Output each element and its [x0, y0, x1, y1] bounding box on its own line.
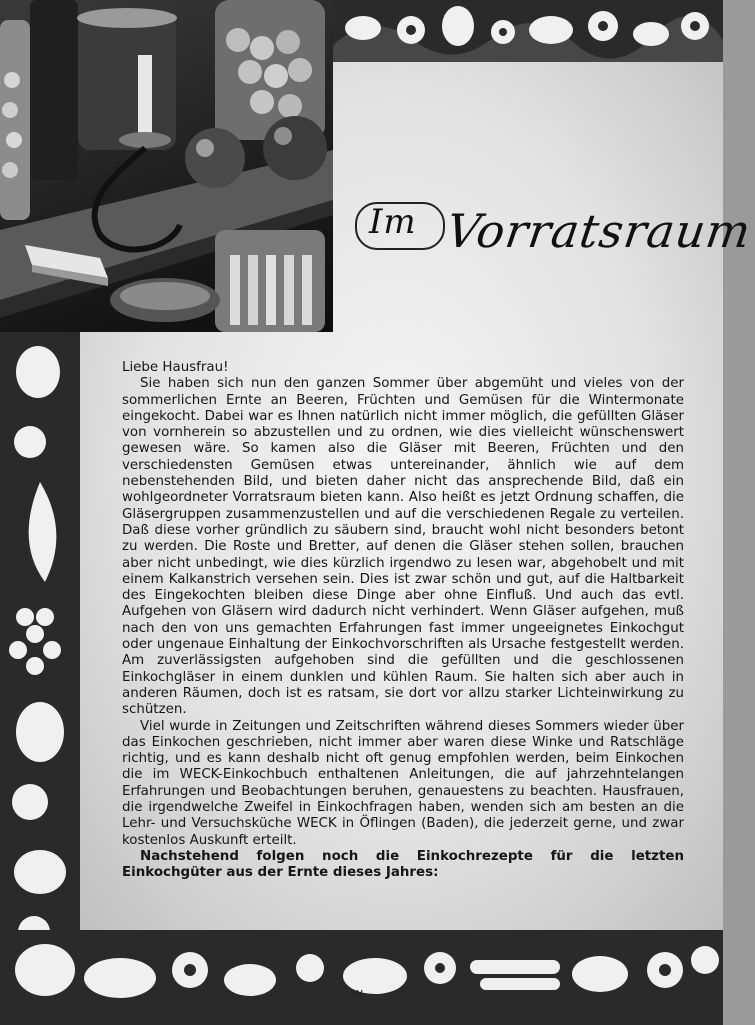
fruit-border-ornament-icon	[0, 930, 723, 1025]
heading-title: Vorratsraum	[443, 204, 755, 258]
footer-mark: W	[352, 988, 363, 1001]
letter-salutation: Liebe Hausfrau!	[122, 360, 229, 375]
fruit-border-bottom	[0, 930, 723, 1025]
letter-paragraph: Sie haben sich nun den ganzen Sommer über abgemüht und vieles von der sommerlichen Ernte an Beeren, Früchten und Gemüsen für die Wintermonate eingekocht. Dabei war es Ihnen natürlich nicht immer möglich, die gefüllten Gläser von vornherein so abzustellen und zu ordnen, wie dies vielleicht wünschenswert gewesen wäre. So kamen also die Gläser mit Beeren, Früchten und den verschiedensten Gemüsen etwas untereinander, ähnlich wie auf dem nebenstehenden Bild, und bieten daher nicht das ansprechende Bild, daß ein wohlgeordneter Vorratsraum bieten kann. Also heißt es jetzt Ordnung schaffen, die Gläsergruppen zusammenzustellen und auf die verschiedenen Regale zu verteilen. Daß diese vorher gründlich zu säubern sind, braucht wohl nicht besonders betont zu werden. Die Roste und Bretter, auf denen die Gläser stehen sollen, brauchen aber nicht unbedingt, wie dies kürzlich irgendwo zu lesen war, abgehobelt und mit einem Kalkanstrich versehen sein. Dies ist zwar schön und gut, auf die Haltbarkeit des Eingekochten bleiben diese Dinge aber ohne Einfluß. Und auch das evtl. Aufgehen von Gläsern wird dadurch nicht verhindert. Wenn Gläser aufgehen, muß nach den von uns gemachten Erfahrungen fast immer ungeeignetes Einkochgut oder ungenaue Einhaltung der Einkochvorschriften als Ursache festgestellt werden. Am zuverlässigsten aufgehoben sind die gefüllten und die geschlossenen Einkochgläser in einem dunklen und kühlen Raum. Sie halten sich aber auch in anderen Räumen, doch ist es ratsam, sie dort vor allzu starker Lichteinwirkung zu schützen.	[122, 376, 684, 718]
letter-body	[122, 360, 684, 882]
fruit-border-ornament-icon	[333, 0, 723, 62]
letter-paragraph: Viel wurde in Zeitungen und Zeitschriften während dieses Sommers wieder über das Einkochen geschrieben, nicht immer aber waren diese Winke und Ratschläge richtig, und es kann deshalb nicht oft genug empfohlen werden, beim Einkochen die im WECK-Einkochbuch enthaltenen Anleitungen, die auf jahrzehntelangen Erfahrungen und Beobachtungen beruhen, genauestens zu beachten. Hausfrauen, die irgendwelche Zweifel in Einkochfragen haben, wenden sich am besten an die Lehr- und Versuchsküche WECK in Öflingen (Baden), die jederzeit gerne, und zwar kostenlos Auskunft erteilt.	[122, 718, 684, 848]
letter-closing: Nachstehend folgen noch die Einkochrezepte für die letzten Einkochgüter aus der Ernte dieses Jahres:	[122, 848, 684, 881]
pantry-shelf-photo	[0, 0, 333, 332]
fruit-border-top	[333, 0, 723, 62]
fruit-border-ornament-icon	[0, 332, 80, 952]
heading-prefix: Im	[369, 202, 417, 242]
fruit-border-left	[0, 332, 80, 952]
page-heading	[355, 190, 755, 280]
pantry-shelf-photo-icon	[0, 0, 333, 332]
